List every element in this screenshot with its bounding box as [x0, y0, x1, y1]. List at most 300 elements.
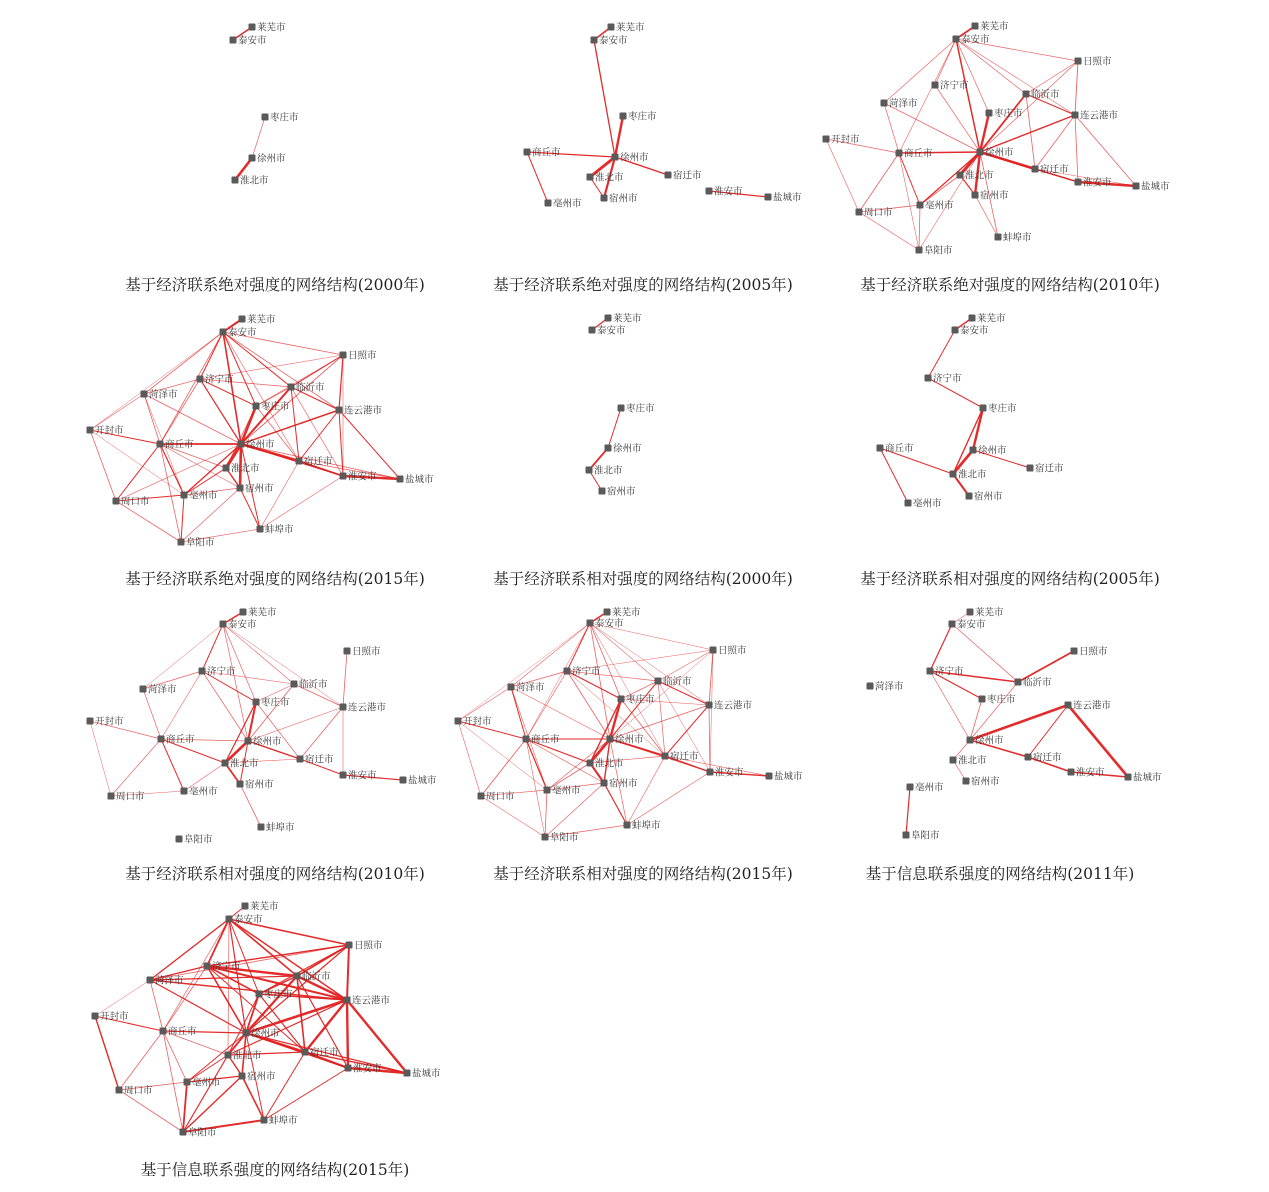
edge [594, 40, 615, 157]
city-node [823, 136, 830, 143]
city-label: 泰安市 [597, 325, 626, 337]
city-label: 莱芜市 [612, 607, 641, 619]
city-label: 阜阳市 [550, 832, 579, 844]
city-node [261, 1117, 268, 1124]
city-label: 连云港市 [352, 995, 391, 1007]
network-graph [810, 598, 1190, 858]
city-node [108, 793, 115, 800]
edge [590, 623, 621, 699]
city-node [232, 177, 239, 184]
city-label: 徐州市 [246, 439, 275, 451]
city-node [239, 1073, 246, 1080]
city-node [345, 1065, 352, 1072]
network-graph [85, 5, 465, 265]
city-label: 宿州市 [245, 483, 274, 495]
city-node [601, 780, 608, 787]
city-node [587, 174, 594, 181]
city-node [877, 445, 884, 452]
city-node [243, 1030, 250, 1037]
panel-caption: 基于信息联系强度的网络结构(2015年) [140, 1161, 410, 1179]
city-label: 临沂市 [663, 676, 692, 688]
city-node [204, 963, 211, 970]
city-label: 淮北市 [958, 469, 987, 481]
city-node [160, 1028, 167, 1035]
city-label: 淮安市 [1076, 767, 1105, 779]
city-label: 亳州市 [915, 782, 944, 794]
city-label: 亳州市 [913, 498, 942, 510]
edge [144, 394, 241, 444]
city-node [249, 155, 256, 162]
panel-abs-2015 [85, 300, 465, 590]
city-label: 日照市 [1079, 646, 1108, 658]
edges [906, 612, 1128, 835]
city-node [245, 738, 252, 745]
city-node [87, 427, 94, 434]
city-node [587, 620, 594, 627]
city-label: 枣庄市 [264, 989, 293, 1001]
city-label: 临沂市 [1031, 89, 1060, 101]
city-node [896, 150, 903, 157]
city-label: 蚌埠市 [632, 820, 661, 832]
city-node [953, 36, 960, 43]
nodes [524, 22, 803, 210]
panel-caption: 基于经济联系绝对强度的网络结构(2010年) [860, 276, 1160, 294]
city-label: 菏泽市 [149, 389, 178, 401]
edge [899, 39, 956, 153]
city-node [605, 445, 612, 452]
city-node [967, 609, 974, 616]
city-node [222, 760, 229, 767]
city-node [524, 149, 531, 156]
city-node [980, 405, 987, 412]
city-label: 蚌埠市 [269, 1115, 298, 1127]
city-node [591, 37, 598, 44]
edge [956, 39, 989, 113]
city-node [178, 539, 185, 546]
city-label: 周口市 [486, 791, 515, 803]
city-label: 宿州市 [247, 1071, 276, 1083]
city-label: 连云港市 [714, 700, 753, 712]
edge [225, 702, 256, 763]
city-label: 周口市 [864, 207, 893, 219]
city-label: 宿州市 [609, 778, 638, 790]
city-label: 盐城市 [1133, 772, 1162, 784]
city-node [1133, 183, 1140, 190]
city-node [564, 668, 571, 675]
city-label: 日照市 [354, 940, 383, 952]
city-label: 淮安市 [715, 767, 744, 779]
city-node [297, 756, 304, 763]
network-graph [453, 598, 833, 858]
city-node [605, 315, 612, 322]
edge [973, 408, 983, 450]
city-label: 菏泽市 [516, 682, 545, 694]
city-label: 阜阳市 [186, 537, 215, 549]
city-node [1065, 702, 1072, 709]
edge [90, 721, 111, 796]
city-node [963, 778, 970, 785]
panel-caption: 基于经济联系绝对强度的网络结构(2000年) [125, 276, 425, 294]
city-label: 亳州市 [192, 1077, 221, 1089]
city-label: 商丘市 [168, 1026, 197, 1038]
city-node [237, 781, 244, 788]
panel-caption: 基于经济联系绝对强度的网络结构(2015年) [125, 570, 425, 588]
city-label: 莱芜市 [248, 607, 277, 619]
city-label: 枣庄市 [988, 403, 1017, 415]
city-node [296, 458, 303, 465]
city-label: 日照市 [352, 646, 381, 658]
city-node [972, 23, 979, 30]
city-label: 泰安市 [960, 325, 989, 337]
city-label: 枣庄市 [987, 694, 1016, 706]
city-label: 连云港市 [1073, 700, 1112, 712]
city-label: 日照市 [348, 350, 377, 362]
edge [183, 1082, 187, 1132]
edge [339, 410, 400, 479]
edge [953, 408, 983, 474]
city-node [766, 773, 773, 780]
city-label: 蚌埠市 [265, 524, 294, 536]
city-label: 商丘市 [904, 148, 933, 160]
city-node [586, 467, 593, 474]
city-node [601, 195, 608, 202]
city-label: 淮北市 [965, 170, 994, 182]
city-node [544, 787, 551, 794]
city-label: 宿州市 [609, 193, 638, 205]
city-label: 淮北市 [233, 1050, 262, 1062]
city-node [1025, 754, 1032, 761]
edge [160, 444, 181, 542]
city-node [950, 471, 957, 478]
city-label: 周口市 [116, 791, 145, 803]
city-node [1071, 648, 1078, 655]
city-node [618, 405, 625, 412]
city-node [508, 684, 515, 691]
city-label: 菏泽市 [155, 975, 184, 987]
city-node [665, 172, 672, 179]
edge [970, 699, 982, 740]
city-node [478, 793, 485, 800]
city-node [87, 718, 94, 725]
city-node [587, 760, 594, 767]
edge [181, 495, 184, 542]
city-label: 淮安市 [714, 186, 743, 198]
city-label: 阜阳市 [184, 834, 213, 846]
city-label: 周口市 [121, 496, 150, 508]
city-node [542, 834, 549, 841]
city-node [147, 977, 154, 984]
city-node [966, 493, 973, 500]
edge [608, 408, 621, 448]
city-label: 阜阳市 [188, 1127, 217, 1139]
edge [150, 980, 163, 1031]
panel-caption: 基于经济联系绝对强度的网络结构(2005年) [493, 276, 793, 294]
edge [347, 1000, 348, 1068]
nodes [92, 901, 442, 1139]
city-node [291, 681, 298, 688]
nodes [230, 22, 300, 187]
city-node [967, 737, 974, 744]
city-label: 宿迁市 [673, 170, 702, 182]
edge [899, 153, 920, 205]
city-node [612, 154, 619, 161]
edge [264, 1068, 348, 1120]
city-node [972, 192, 979, 199]
edge [207, 919, 229, 966]
city-label: 宿州市 [245, 779, 274, 791]
edge [1075, 115, 1078, 182]
city-node [181, 492, 188, 499]
edge [826, 139, 859, 212]
panel-caption: 基于经济联系相对强度的网络结构(2000年) [493, 570, 793, 588]
city-node [397, 476, 404, 483]
city-label: 临沂市 [1023, 677, 1052, 689]
city-label: 宿州市 [607, 486, 636, 498]
city-label: 淮安市 [348, 770, 377, 782]
city-node [607, 736, 614, 743]
city-node [340, 704, 347, 711]
city-node [618, 696, 625, 703]
edge [919, 205, 920, 250]
city-node [867, 683, 874, 690]
city-label: 宿迁市 [305, 754, 334, 766]
city-node [240, 609, 247, 616]
city-node [1075, 179, 1082, 186]
city-node [932, 82, 939, 89]
edge [143, 689, 161, 739]
city-label: 宿州市 [971, 776, 1000, 788]
edge [143, 624, 223, 689]
city-node [158, 736, 165, 743]
city-label: 淮北市 [594, 465, 623, 477]
edge [1075, 115, 1136, 186]
city-label: 盐城市 [405, 474, 434, 486]
city-label: 周口市 [124, 1085, 153, 1097]
city-label: 亳州市 [552, 785, 581, 797]
city-node [927, 668, 934, 675]
city-node [404, 1070, 411, 1077]
panel-abs-2000 [85, 5, 465, 295]
city-node [181, 788, 188, 795]
city-node [176, 836, 183, 843]
city-node [523, 736, 530, 743]
city-label: 枣庄市 [270, 112, 299, 124]
city-node [881, 100, 888, 107]
network-graph [453, 5, 833, 265]
panel-caption: 基于经济联系相对强度的网络结构(2015年) [493, 865, 793, 883]
edge [567, 671, 610, 739]
city-label: 莱芜市 [975, 607, 1004, 619]
edge [256, 406, 299, 461]
edge [347, 945, 349, 1000]
city-node [1023, 91, 1030, 98]
edge [228, 919, 229, 1055]
city-label: 开封市 [463, 716, 492, 728]
edge [511, 687, 610, 739]
city-node [302, 1049, 309, 1056]
city-node [242, 903, 249, 910]
network-graph [85, 300, 465, 560]
city-label: 亳州市 [189, 490, 218, 502]
city-label: 莱芜市 [247, 314, 276, 326]
city-label: 济宁市 [933, 373, 962, 385]
edge [884, 39, 956, 103]
edge [956, 39, 980, 152]
city-node [199, 668, 206, 675]
city-node [599, 488, 606, 495]
city-label: 徐州市 [251, 1028, 280, 1040]
city-label: 宿迁市 [670, 751, 699, 763]
city-label: 莱芜市 [616, 22, 645, 34]
city-label: 宿迁市 [1035, 463, 1064, 475]
edge [119, 1031, 163, 1090]
city-label: 宿迁市 [1033, 752, 1062, 764]
city-label: 菏泽市 [889, 98, 918, 110]
city-label: 淮北市 [230, 758, 259, 770]
city-node [707, 769, 714, 776]
edge [95, 1016, 119, 1090]
city-node [157, 441, 164, 448]
edge [229, 919, 246, 1033]
city-node [239, 316, 246, 323]
city-node [905, 500, 912, 507]
city-label: 济宁市 [935, 666, 964, 678]
edge [163, 1031, 183, 1132]
city-label: 徐州市 [253, 736, 282, 748]
city-label: 济宁市 [205, 374, 234, 386]
city-node [710, 647, 717, 654]
edge [248, 702, 256, 741]
edge [260, 461, 299, 529]
city-node [952, 327, 959, 334]
edge [90, 430, 116, 501]
city-node [925, 375, 932, 382]
city-label: 徐州市 [978, 445, 1007, 457]
edge [481, 739, 526, 796]
city-label: 淮安市 [348, 471, 377, 483]
edge [956, 39, 1075, 115]
city-label: 宿迁市 [304, 456, 333, 468]
city-node [1015, 679, 1022, 686]
city-node [225, 1052, 232, 1059]
edge [527, 152, 548, 203]
edge [252, 117, 265, 158]
city-label: 泰安市 [234, 914, 263, 926]
city-label: 徐州市 [615, 734, 644, 746]
city-node [288, 384, 295, 391]
city-node [1075, 58, 1082, 65]
city-node [970, 447, 977, 454]
edge [144, 394, 160, 444]
edge [899, 153, 919, 250]
edge [567, 623, 590, 671]
panel-abs-2010 [820, 5, 1200, 295]
city-node [346, 942, 353, 949]
edge [884, 103, 899, 153]
edge [615, 116, 623, 157]
city-label: 日照市 [718, 645, 747, 657]
city-node [184, 1079, 191, 1086]
city-node [344, 997, 351, 1004]
city-label: 济宁市 [212, 961, 241, 973]
city-label: 济宁市 [940, 80, 969, 92]
city-label: 徐州市 [613, 443, 642, 455]
panel-info-2011 [810, 598, 1190, 888]
nodes [586, 313, 656, 498]
city-node [979, 696, 986, 703]
city-label: 枣庄市 [261, 401, 290, 413]
city-label: 开封市 [831, 134, 860, 146]
city-label: 宿迁市 [1040, 164, 1069, 176]
city-node [545, 200, 552, 207]
city-label: 泰安市 [595, 618, 624, 630]
edge [526, 739, 545, 837]
city-label: 淮安市 [353, 1063, 382, 1075]
city-label: 临沂市 [296, 382, 325, 394]
city-label: 莱芜市 [250, 901, 279, 913]
city-label: 枣庄市 [626, 694, 655, 706]
city-label: 商丘市 [531, 734, 560, 746]
city-label: 菏泽市 [875, 681, 904, 693]
edge [229, 919, 259, 994]
city-label: 枣庄市 [261, 697, 290, 709]
edge [202, 624, 223, 671]
edge [161, 671, 202, 739]
city-label: 菏泽市 [148, 684, 177, 696]
edge [343, 651, 347, 707]
city-node [604, 609, 611, 616]
city-node [949, 621, 956, 628]
nodes [87, 607, 438, 846]
city-node [620, 113, 627, 120]
city-label: 临沂市 [299, 679, 328, 691]
edge [906, 787, 910, 835]
city-label: 盐城市 [1141, 181, 1170, 193]
network-graph [820, 300, 1200, 560]
city-node [916, 247, 923, 254]
edge [545, 790, 547, 837]
city-label: 泰安市 [238, 35, 267, 47]
city-label: 连云港市 [1080, 110, 1119, 122]
network-graph [85, 598, 465, 858]
city-node [249, 24, 256, 31]
city-label: 枣庄市 [628, 111, 657, 123]
city-node [455, 718, 462, 725]
city-node [256, 991, 263, 998]
city-node [986, 110, 993, 117]
city-node [655, 678, 662, 685]
nodes [87, 314, 435, 549]
edge [1075, 61, 1078, 115]
city-label: 泰安市 [599, 35, 628, 47]
city-label: 日照市 [1083, 56, 1112, 68]
edge [223, 332, 241, 444]
city-label: 商丘市 [165, 439, 194, 451]
edge [526, 739, 547, 790]
city-node [344, 648, 351, 655]
city-label: 商丘市 [532, 147, 561, 159]
city-label: 徐州市 [257, 153, 286, 165]
city-label: 莱芜市 [977, 313, 1006, 325]
city-node [907, 784, 914, 791]
city-node [262, 114, 269, 121]
city-label: 淮北市 [595, 758, 624, 770]
city-label: 莱芜市 [980, 21, 1009, 33]
panel-caption: 基于信息联系强度的网络结构(2011年) [865, 865, 1135, 883]
city-label: 蚌埠市 [1003, 232, 1032, 244]
city-node [237, 485, 244, 492]
city-label: 泰安市 [228, 327, 257, 339]
